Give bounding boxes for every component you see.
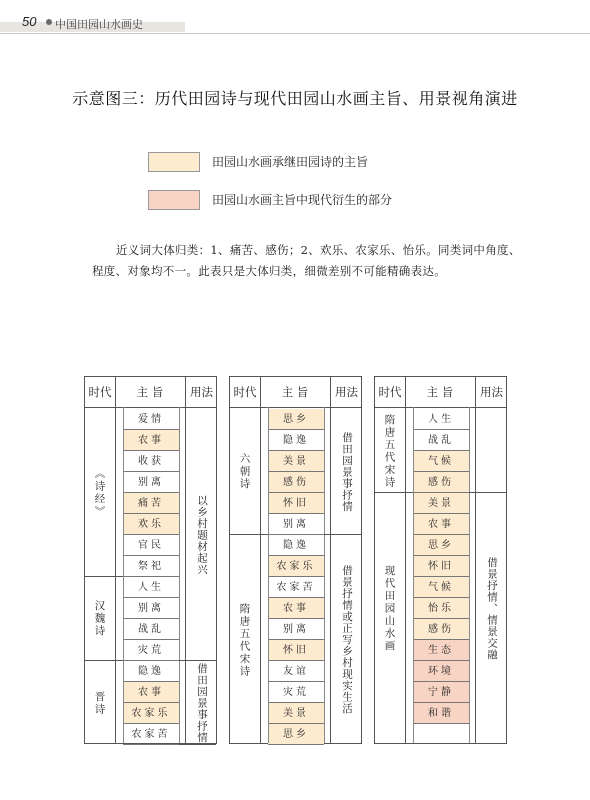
header-theme: 主 旨	[281, 385, 309, 399]
theme-cell: 灾荒	[123, 640, 179, 661]
legend-swatch-yellow	[148, 152, 200, 172]
theme-cell: 气候	[413, 577, 469, 598]
header-rule	[0, 33, 590, 34]
legend-label: 田园山水画承继田园诗的主旨	[212, 155, 369, 169]
usage-label: 借景抒情或正写乡村现实生活	[341, 565, 353, 715]
theme-inner-left	[123, 407, 124, 743]
theme-cell: 美景	[268, 703, 324, 724]
theme-cell: 隐逸	[123, 661, 179, 682]
theme-cell: 欢乐	[123, 514, 179, 535]
era-label: 隋唐五代宋诗	[238, 602, 251, 678]
theme-cell: 友谊	[268, 661, 324, 682]
theme-cell: 农事	[123, 430, 179, 451]
theme-cell: 气候	[413, 451, 469, 472]
header-theme: 主 旨	[136, 385, 164, 399]
theme-cell: 农事	[123, 682, 179, 703]
theme-cell: 生态	[413, 640, 469, 661]
era-label: 现代田园山水画	[383, 564, 396, 653]
theme-cell: 别离	[268, 514, 324, 535]
theme-cell: 人生	[413, 409, 469, 430]
theme-cell: 感伤	[413, 472, 469, 493]
theme-cell: 别离	[123, 472, 179, 493]
theme-cell: 思乡	[268, 409, 324, 430]
theme-cell: 战乱	[123, 619, 179, 640]
column-divider	[475, 377, 476, 743]
header-theme: 主 旨	[426, 385, 454, 399]
theme-table-3	[374, 376, 507, 744]
theme-inner-right	[469, 407, 470, 743]
header-divider	[230, 407, 361, 408]
era-label: 晋诗	[93, 690, 106, 716]
column-divider	[260, 377, 261, 743]
theme-cell: 痛苦	[123, 493, 179, 514]
theme-cell: 祭祀	[123, 556, 179, 577]
era-label: 汉魏诗	[93, 600, 106, 638]
theme-inner-right	[324, 407, 325, 743]
theme-cell: 怀旧	[268, 493, 324, 514]
era-label: 《诗经》	[93, 468, 106, 518]
header-era: 时代	[378, 385, 402, 399]
header-usage: 用法	[190, 385, 213, 399]
theme-cell: 爱情	[123, 409, 179, 430]
column-divider	[115, 377, 116, 743]
book-title: 中国田园山水画史	[55, 18, 143, 31]
column-divider	[405, 377, 406, 743]
theme-cell: 感伤	[413, 619, 469, 640]
usage-label: 借田园景事抒情	[196, 662, 208, 744]
theme-cell: 人生	[123, 577, 179, 598]
header-divider	[85, 407, 216, 408]
theme-cell: 环境	[413, 661, 469, 682]
theme-table-1	[84, 376, 217, 744]
legend-label: 田园山水画主旨中现代衍生的部分	[212, 193, 393, 207]
usage-label	[477, 409, 506, 493]
figure-title: 示意图三：历代田园诗与现代田园山水画主旨、用景视角演进	[72, 89, 518, 108]
theme-cell: 隐逸	[268, 430, 324, 451]
bullet-icon	[46, 19, 52, 25]
theme-cell: 官民	[123, 535, 179, 556]
theme-cell: 思乡	[413, 535, 469, 556]
theme-cell: 宁静	[413, 682, 469, 703]
theme-inner-right	[179, 407, 180, 743]
theme-cell: 怡乐	[413, 598, 469, 619]
usage-label: 以乡村题材起兴	[196, 494, 208, 576]
theme-cell: 隐逸	[268, 535, 324, 556]
header-usage: 用法	[335, 385, 358, 399]
theme-cell: 别离	[123, 598, 179, 619]
theme-cell: 思乡	[268, 724, 324, 745]
header-era: 时代	[233, 385, 257, 399]
theme-cell: 和谐	[413, 703, 469, 724]
theme-cell: 农家苦	[268, 577, 324, 598]
theme-cell: 怀旧	[413, 556, 469, 577]
page-header	[0, 0, 590, 34]
theme-cell: 怀旧	[268, 640, 324, 661]
era-label: 六朝诗	[238, 453, 251, 491]
theme-cell: 美景	[268, 451, 324, 472]
theme-cell: 美景	[413, 493, 469, 514]
theme-cell: 农事	[413, 514, 469, 535]
theme-cell: 感伤	[268, 472, 324, 493]
usage-label: 借景抒情、情景交融	[486, 556, 498, 661]
legend-swatch-pink	[148, 190, 200, 210]
explanatory-note: 近义词大体归类：1、痛苦、感伤；2、欢乐、农家乐、怡乐。同类词中角度、程度、对象均不一。此表只是大体归类，细微差别不可能精确表达。	[92, 243, 521, 278]
header-era: 时代	[88, 385, 112, 399]
theme-cell: 农家乐	[268, 556, 324, 577]
theme-inner-left	[268, 407, 269, 743]
era-label: 隋唐五代宋诗	[383, 413, 396, 489]
theme-cell: 灾荒	[268, 682, 324, 703]
usage-label: 借田园景事抒情	[341, 431, 353, 513]
theme-cell: 农家乐	[123, 703, 179, 724]
header-divider	[375, 407, 506, 408]
column-divider	[185, 377, 186, 743]
theme-cell: 农事	[268, 598, 324, 619]
theme-cell: 战乱	[413, 430, 469, 451]
theme-cell: 别离	[268, 619, 324, 640]
page-number: 50	[22, 14, 37, 29]
theme-inner-left	[413, 407, 414, 743]
theme-cell: 农家苦	[123, 724, 179, 745]
column-divider	[330, 377, 331, 743]
header-usage: 用法	[480, 385, 503, 399]
theme-table-2	[229, 376, 362, 744]
theme-cell: 收获	[123, 451, 179, 472]
